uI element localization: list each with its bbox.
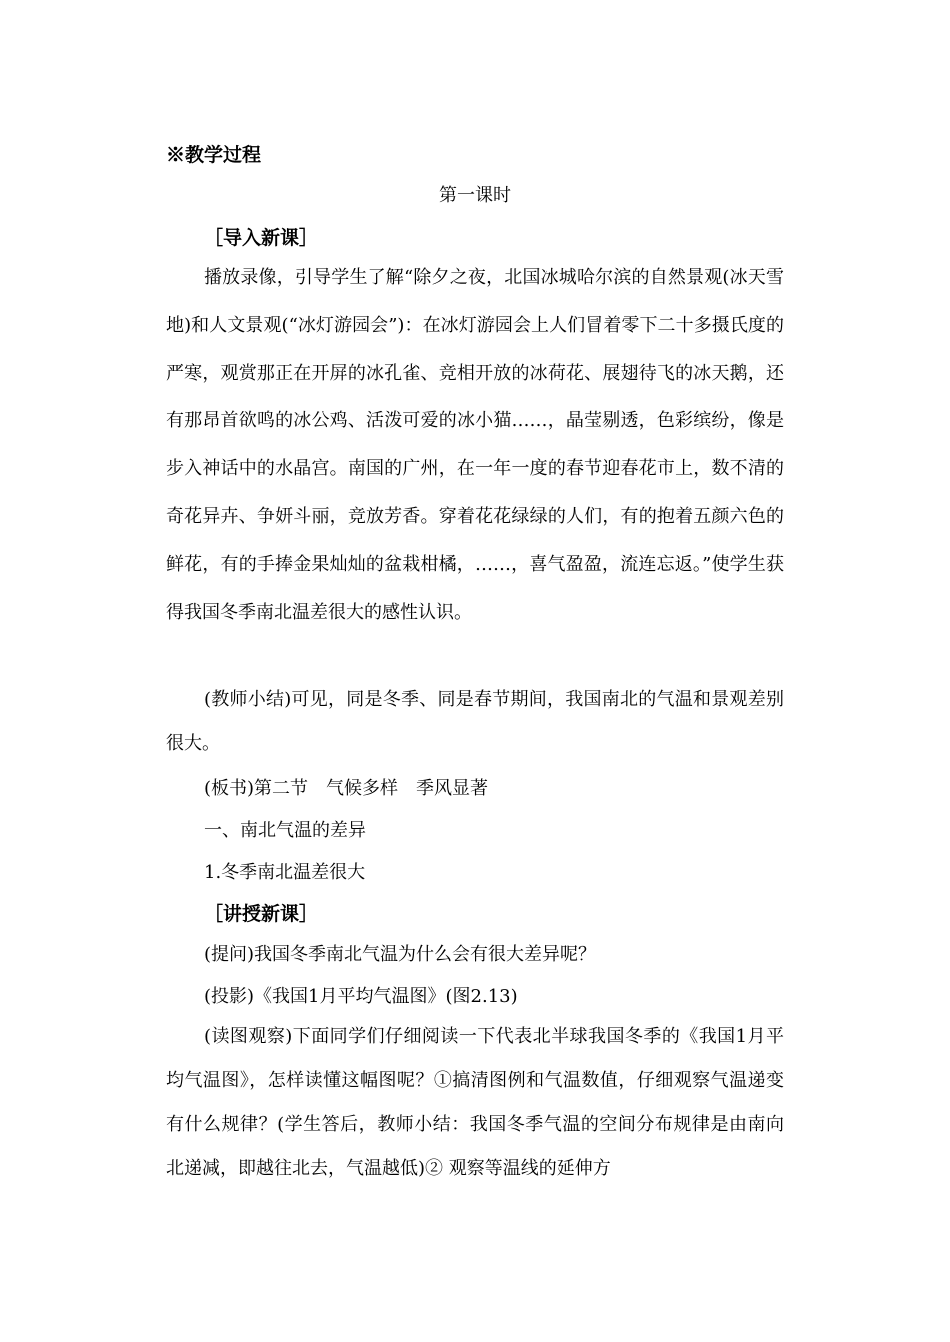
- board-title: (板书)第二节 气候多样 季风显著: [204, 778, 489, 799]
- board-item-2: 1.冬季南北温差很大: [204, 862, 366, 883]
- board-item-1: 一、南北气温的差异: [204, 820, 366, 841]
- teacher-summary: (教师小结)可见，同是冬季、同是春节期间，我国南北的气温和景观差别很大。: [166, 689, 784, 754]
- projection-line: (投影)《我国1月平均气温图》(图2.13): [204, 986, 518, 1007]
- intro-heading: ［导入新课］: [204, 227, 319, 249]
- lecture-heading: ［讲授新课］: [204, 903, 319, 925]
- section-heading: ※教学过程: [166, 144, 262, 166]
- map-reading-paragraph: (读图观察)下面同学们仔细阅读一下代表北半球我国冬季的《我国1月平均气温图》，怎样读懂这幅图呢？①搞清图例和气温数值，仔细观察气温递变有什么规律？(学生答后，教师小结：我国冬季气温的空间分布规律是由南向北递减，即越往北去，气温越低)② 观察等温线的延伸方: [166, 1026, 784, 1179]
- intro-paragraph: 播放录像，引导学生了解“除夕之夜，北国冰城哈尔滨的自然景观(冰天雪地)和人文景观(“冰灯游园会”)：在冰灯游园会上人们冒着零下二十多摄氏度的严寒，观赏那正在开屏的冰孔雀、竞相开放的冰荷花、展翅待飞的冰天鹅，还有那昂首欲鸣的冰公鸡、活泼可爱的冰小猫……，晶莹剔透，色彩缤纷，像是步入神话中的水晶宫。南国的广州，在一年一度的春节迎春花市上，数不清的奇花异卉、争妍斗丽，竞放芳香。穿着花花绿绿的人们，有的抱着五颜六色的鲜花，有的手捧金果灿灿的盆栽柑橘，……，喜气盈盈，流连忘返。”使学生获得我国冬季南北温差很大的感性认识。: [166, 267, 784, 623]
- lesson-title: 第一课时: [439, 185, 511, 206]
- question-line: (提问)我国冬季南北气温为什么会有很大差异呢？: [204, 944, 597, 965]
